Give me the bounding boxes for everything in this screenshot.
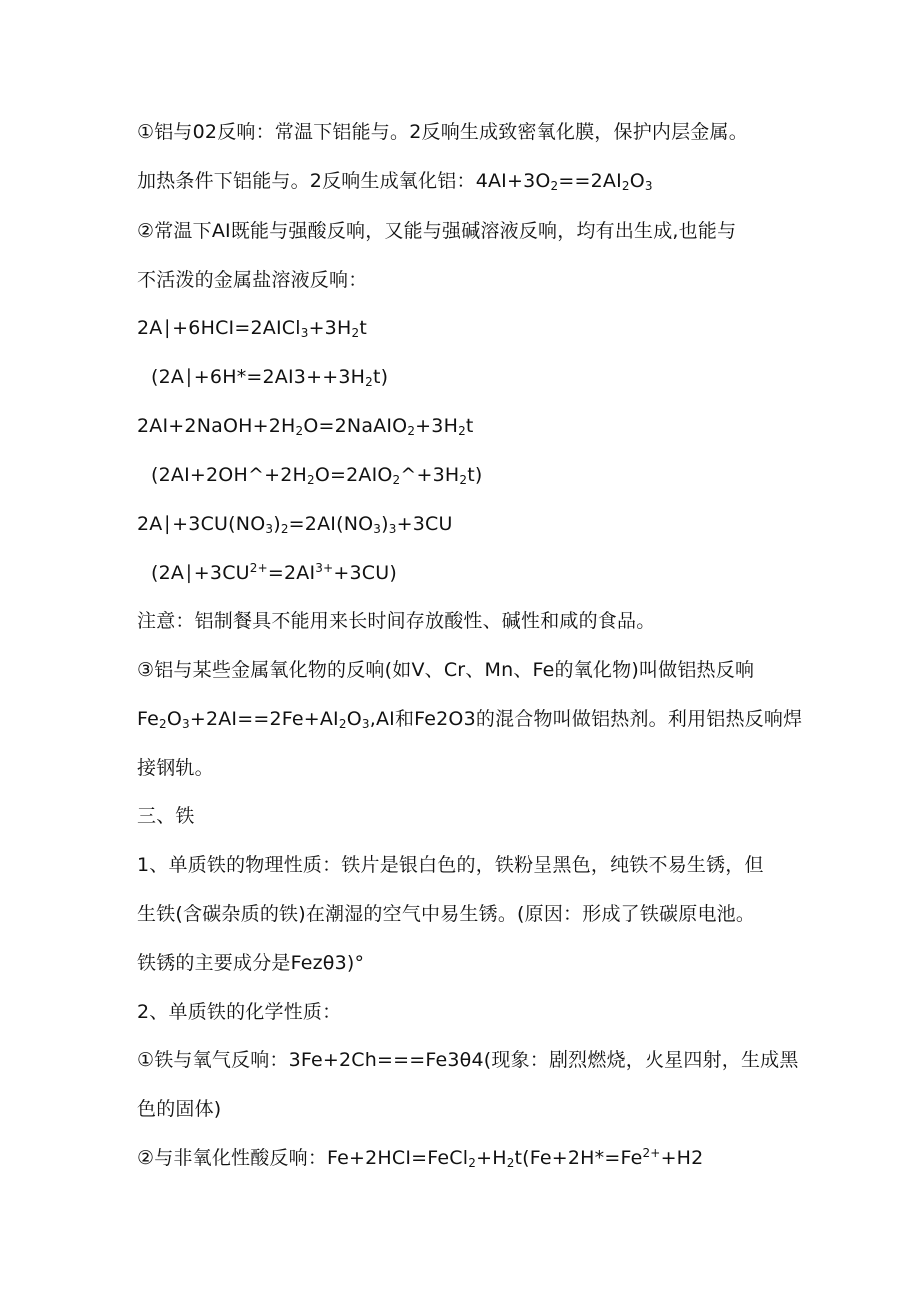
text-line: 加热条件下铝能与。2反响生成氧化铝：$4AI+3O_2==2AI_2O_3$: [137, 170, 653, 193]
text-line: 生铁(含碳杂质的铁)在潮湿的空气中易生锈。(原因：形成了铁碳原电池。: [137, 903, 756, 925]
text-line: ①铁与氧气反响：3Fe+2Ch===Fe3θ4(现象：剧烈燃烧，火星四射，生成黑: [137, 1049, 799, 1071]
equation-line: $2A∣+6HCI=2AICl_3+3H_2t$: [137, 317, 367, 340]
ionic-equation-line: $(2AI+2OH\^{}+2H_2O=2AIO_2\^{}+3H_2t)$: [151, 464, 483, 487]
equation-line: $2AI+2NaOH+2H_2O=2NaAIO_2+3H_2t$: [137, 415, 474, 438]
text-line: 不活泼的金属盐溶液反响：: [137, 269, 368, 291]
text-line: ②与非氧化性酸反响：$Fe+2HCI=FeCl_2+H_2t(Fe+2H*=Fe^{2+}+H2$: [137, 1146, 704, 1170]
text-line: $Fe_2O_3+2AI==2Fe+AI_2O_3,AI$和Fe2O3的混合物叫做铝热剂。利用铝热反响焊: [137, 708, 803, 731]
text-line: ②常温下AI既能与强酸反响，又能与强碱溶液反响，均有出生成,也能与: [137, 220, 737, 242]
text-line: 色的固体): [137, 1098, 222, 1120]
text-line: ①铝与02反响：常温下铝能与。2反响生成致密氧化膜，保护内层金属。: [137, 121, 748, 143]
ionic-equation-line: $(2A∣+3CU^{2+}=2AI^{3+}+3CU)$: [151, 561, 397, 584]
text-line: 2、单质铁的化学性质：: [137, 1001, 342, 1023]
text-line: 1、单质铁的物理性质：铁片是银白色的，铁粉呈黑色，纯铁不易生锈，但: [137, 854, 764, 876]
text-line: ③铝与某些金属氧化物的反响(如V、Cr、Mn、Fe的氧化物)叫做铝热反响: [137, 659, 755, 681]
equation-line: $2A∣+3CU(NO_3)_2=2AI(NO_3)_3+3CU$: [137, 513, 453, 536]
text-line: 接钢轨。: [137, 757, 214, 779]
ionic-equation-line: $(2A∣+6H*=2AI3++3H_2t)$: [151, 366, 389, 389]
text-line: 铁锈的主要成分是Fezθ3)°: [137, 952, 365, 974]
note-line: 注意：铝制餐具不能用来长时间存放酸性、碱性和咸的食品。: [137, 610, 656, 632]
section-heading: 三、铁: [137, 805, 195, 827]
